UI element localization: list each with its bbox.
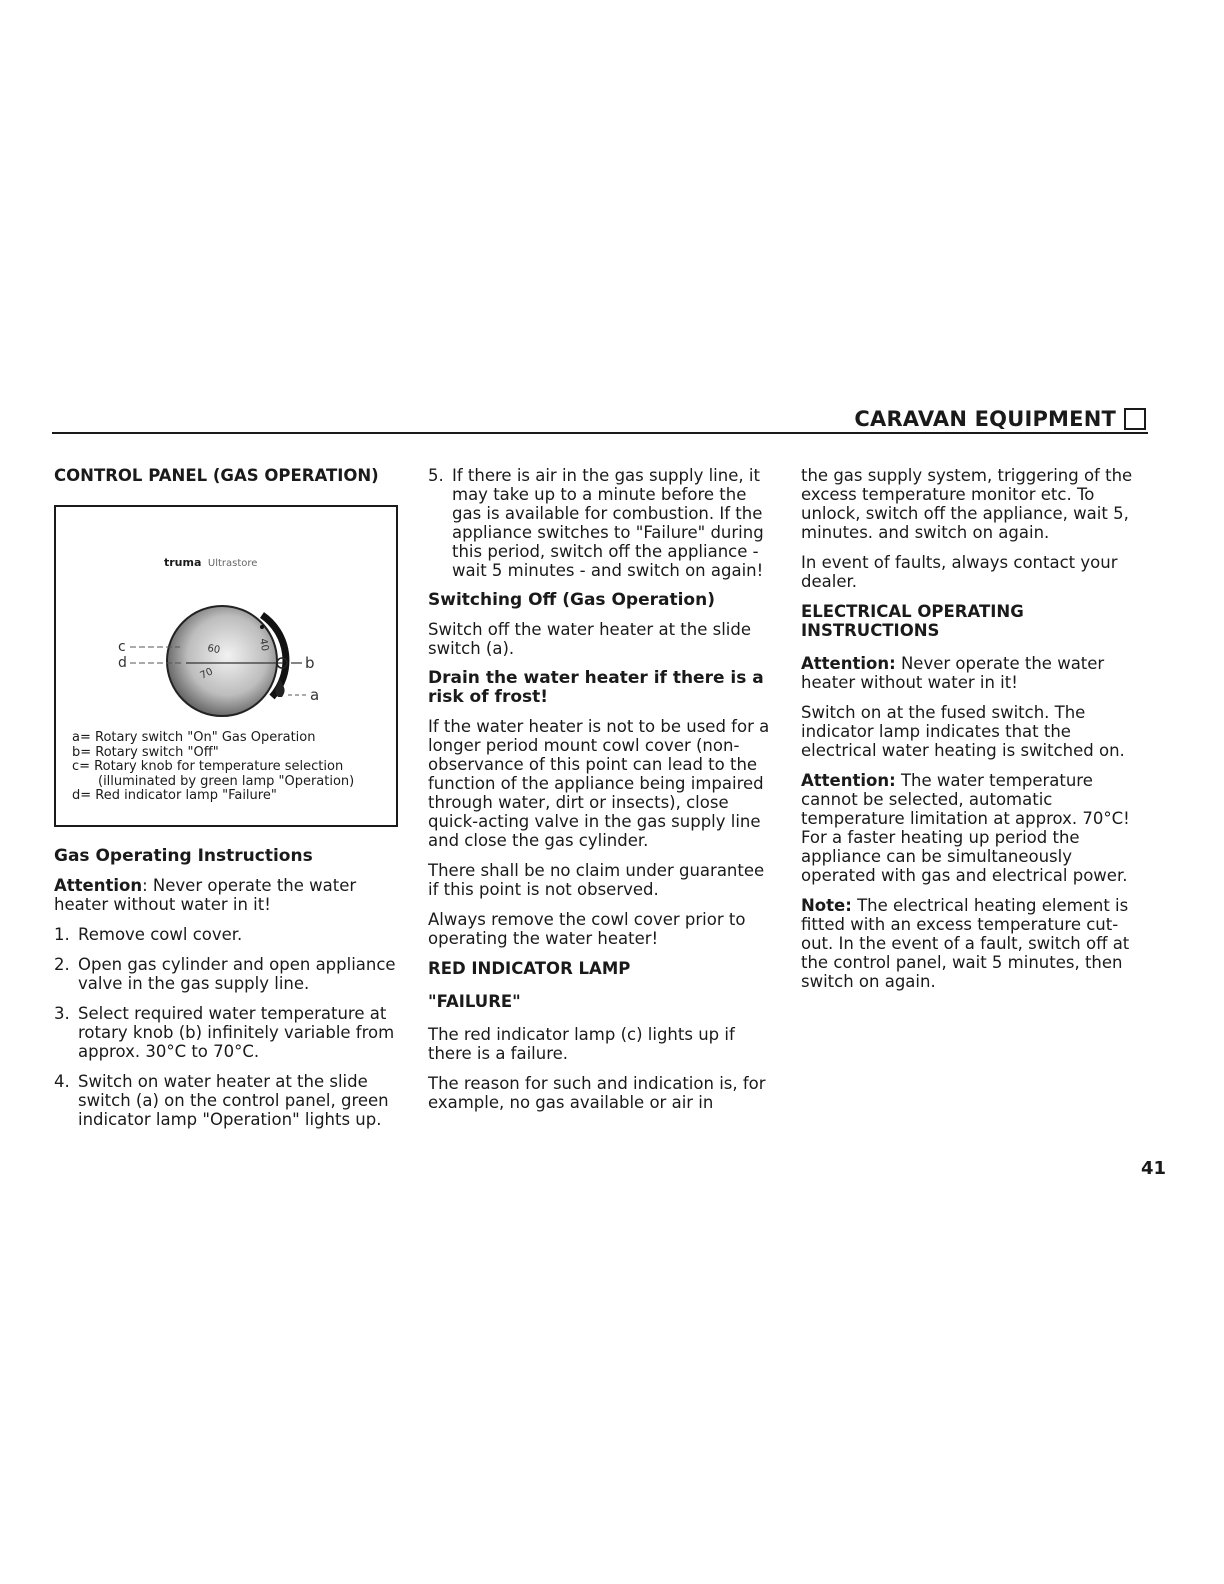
model-name: Ultrastore — [207, 558, 258, 569]
callout-label-c: c — [118, 639, 126, 655]
red-lamp-heading: RED INDICATOR LAMP — [428, 959, 631, 978]
step-number: 4. — [54, 1072, 70, 1091]
section-header — [854, 404, 1146, 434]
faults-text: In event of faults, always contact your dealer. — [801, 553, 1118, 591]
rotary-knob-diagram — [112, 567, 342, 727]
electrical-heading: ELECTRICAL OPERATING INSTRUCTIONS — [801, 602, 1024, 640]
knob-mark-60: 60 — [206, 643, 221, 657]
section-title: CARAVAN EQUIPMENT — [854, 407, 1116, 431]
indicator-dot — [260, 625, 264, 629]
step-number: 5. — [428, 466, 444, 485]
drain-heading: Drain the water heater if there is a risk of frost! — [428, 668, 764, 707]
step-number: 1. — [54, 925, 70, 944]
step-text: Remove cowl cover. — [78, 925, 243, 944]
attention-label: Attention: — [801, 771, 896, 790]
guarantee-text: There shall be no claim under guarantee if this point is not observed. — [428, 861, 765, 899]
note-label: Note: — [801, 896, 852, 915]
continued-text: the gas supply system, triggering of the excess temperature monitor etc. To unlock, switch off the appliance, wait 5, minutes. and switch on again. — [801, 466, 1133, 542]
callout-label-d: d — [118, 655, 127, 671]
knob-mark-70: 70 — [198, 666, 215, 682]
attention-text: The water temperature cannot be selected, automatic temperature limitation at approx. 70°C! For a faster heating up period the appliance can be simultaneously operated with gas and electrical power. — [801, 771, 1130, 885]
checkbox-square-icon — [1124, 408, 1146, 430]
column-left — [54, 466, 402, 1140]
column-right — [801, 466, 1147, 1002]
page-number: 41 — [1141, 1158, 1167, 1179]
gas-steps-list — [54, 925, 402, 1129]
red-lamp-text: The red indicator lamp (c) lights up if there is a failure. — [428, 1025, 735, 1063]
knob-mark-40: 40 — [257, 637, 271, 653]
list-item — [54, 955, 402, 993]
switching-off-text: Switch off the water heater at the slide switch (a). — [428, 620, 751, 658]
step-number: 3. — [54, 1004, 70, 1023]
remove-cowl-text: Always remove the cowl cover prior to operating the water heater! — [428, 910, 746, 948]
brand-logo: truma — [164, 556, 202, 569]
legend-item-c: c= Rotary knob for temperature selection — [72, 759, 344, 774]
note-text: The electrical heating element is fitted with an excess temperature cut-out. In the event of a fault, switch off at the control panel, wait 5 minutes, then switch on again. — [801, 896, 1130, 991]
gas-operating-heading: Gas Operating Instructions — [54, 846, 313, 866]
gas-attention-paragraph — [54, 876, 402, 914]
step-number: 2. — [54, 955, 70, 974]
legend-item-b: b= Rotary switch "Off" — [72, 744, 219, 760]
switch-on-text: Switch on at the fused switch. The indicator lamp indicates that the electrical water heating is switched on. — [801, 703, 1125, 760]
control-panel-figure — [54, 505, 398, 827]
note-paragraph — [801, 896, 1147, 991]
column-middle — [428, 466, 774, 1123]
header-divider — [52, 432, 1148, 434]
reason-text: The reason for such and indication is, for example, no gas available or air in — [428, 1074, 766, 1112]
step-text: If there is air in the gas supply line, it may take up to a minute before the gas is available for combustion. If the appliance switches to "Failure" during this period, switch off the appliance - wait 5 minutes - and switch on again! — [452, 466, 764, 580]
drain-text: If the water heater is not to be used for a longer period mount cowl cover (non-observance of this point can lead to the function of the appliance being impaired through water, dirt or insects), close quick-acting valve in the gas supply line and close the gas cylinder. — [428, 717, 770, 850]
gas-steps-continued — [428, 466, 774, 580]
figure-legend — [72, 731, 392, 804]
list-item — [428, 466, 774, 580]
step-text: Select required water temperature at rotary knob (b) infinitely variable from approx. 30°C to 70°C. — [78, 1004, 395, 1061]
legend-item-d: d= Red indicator lamp "Failure" — [72, 788, 277, 803]
electrical-attention-1 — [801, 654, 1147, 692]
control-panel-heading: CONTROL PANEL (GAS OPERATION) — [54, 466, 379, 485]
list-item — [54, 925, 402, 944]
switching-off-heading: Switching Off (Gas Operation) — [428, 590, 715, 610]
callout-label-b: b — [305, 654, 315, 672]
step-text: Open gas cylinder and open appliance valve in the gas supply line. — [78, 955, 396, 993]
step-text: Switch on water heater at the slide switch (a) on the control panel, green indicator lamp "Operation" lights up. — [78, 1072, 389, 1129]
electrical-attention-2 — [801, 771, 1147, 885]
attention-text: Never operate the water heater without water in it! — [801, 654, 1105, 692]
callout-label-a: a — [310, 686, 320, 704]
attention-label: Attention: — [801, 654, 896, 673]
attention-text: : Never operate the water heater without water in it! — [54, 876, 357, 914]
attention-label: Attention — [54, 876, 143, 895]
legend-item-c-note: (illuminated by green lamp "Operation) — [98, 773, 355, 789]
list-item — [54, 1072, 402, 1129]
legend-item-a: a= Rotary switch "On" Gas Operation — [72, 730, 316, 745]
list-item — [54, 1004, 402, 1061]
failure-heading: "FAILURE" — [428, 992, 521, 1011]
rotary-knob — [167, 606, 277, 716]
